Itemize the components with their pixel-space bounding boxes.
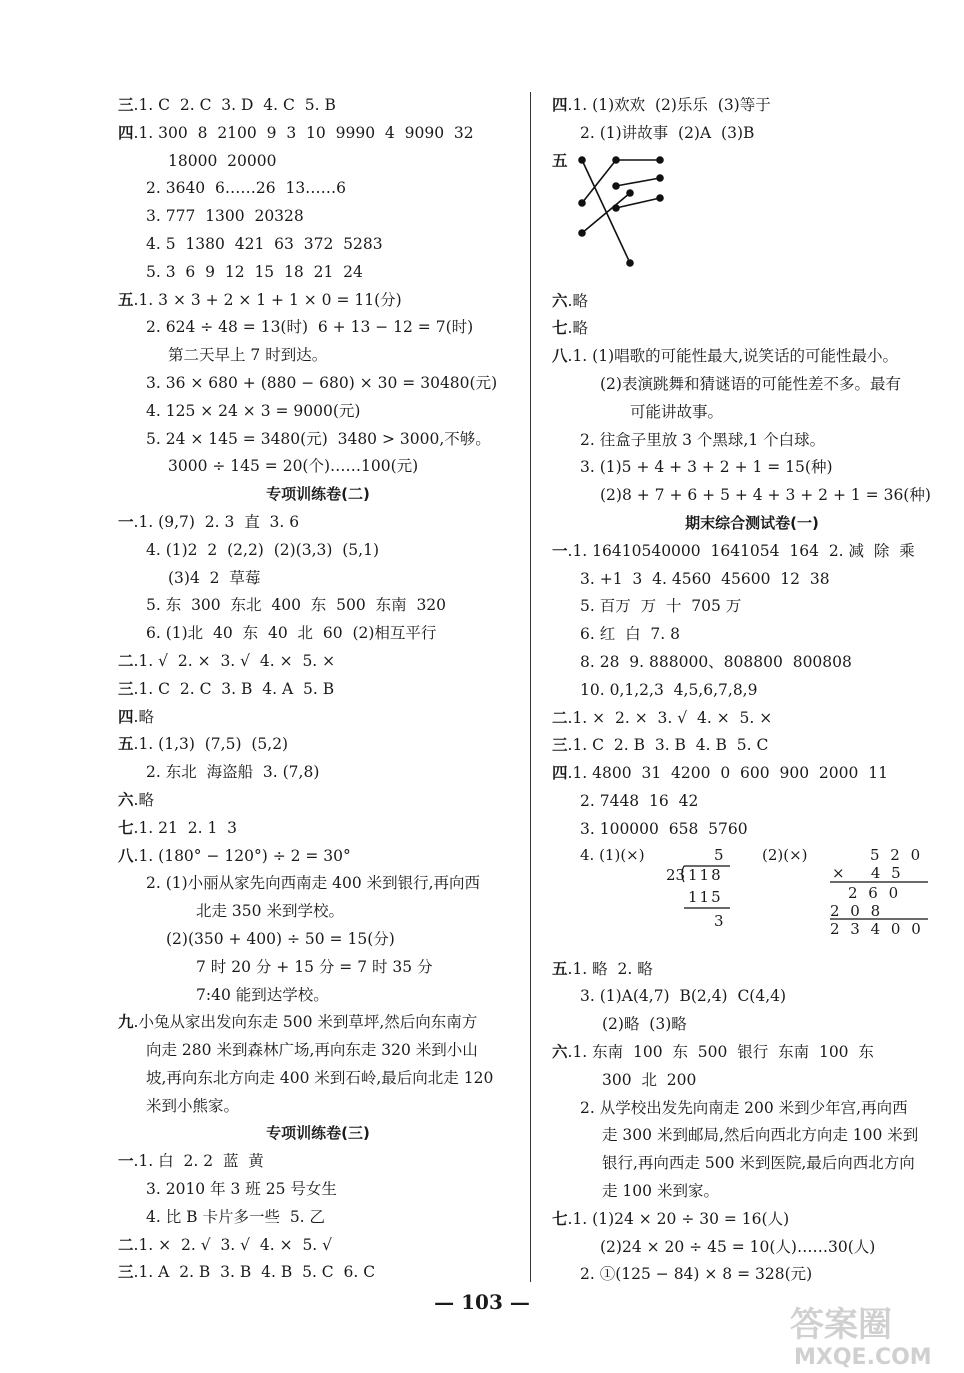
answer-text: 3. (1)5 + 4 + 3 + 2 + 1 = 15(种) bbox=[580, 458, 833, 477]
answer-line bbox=[118, 870, 518, 898]
section-number: 二 bbox=[118, 651, 134, 670]
answer-text: .1. (1)唱歌的可能性最大,说笑话的可能性最小。 bbox=[567, 347, 899, 366]
answer-line bbox=[118, 537, 518, 565]
answer-text: .1. 4800 31 4200 0 600 900 2000 11 bbox=[567, 764, 888, 783]
answer-line bbox=[552, 732, 952, 760]
answer-line bbox=[118, 982, 518, 1010]
section-number: 四 bbox=[552, 764, 568, 783]
answer-text: (2)24 × 20 ÷ 45 = 10(人)……30(人) bbox=[600, 1237, 876, 1256]
answer-text: 5. 3 6 9 12 15 18 21 24 bbox=[146, 262, 363, 281]
answer-text: .1. × 2. √ 3. √ 4. × 5. √ bbox=[133, 1235, 333, 1254]
answer-line bbox=[552, 371, 952, 399]
answer-text: 2. 3640 6……26 13……6 bbox=[146, 179, 347, 198]
answer-line bbox=[552, 593, 952, 621]
matching-answer bbox=[552, 148, 952, 288]
answer-line bbox=[118, 592, 518, 620]
answer-text: 第二天早上 7 时到达。 bbox=[168, 346, 328, 365]
multiplication-rules bbox=[828, 844, 938, 934]
answer-text: .1. 略 2. 略 bbox=[567, 959, 653, 978]
answer-line bbox=[552, 1067, 952, 1095]
answer-text: 4. 125 × 24 × 3 = 9000(元) bbox=[146, 401, 361, 420]
answer-line bbox=[118, 1148, 518, 1176]
answer-text: 走 300 米到邮局,然后向西北方向走 100 米到 bbox=[602, 1126, 919, 1145]
answer-line bbox=[552, 983, 952, 1011]
answer-line bbox=[552, 399, 952, 427]
section-number: 六 bbox=[552, 1042, 568, 1061]
answer-text: 3000 ÷ 145 = 20(个)……100(元) bbox=[168, 457, 419, 476]
multiplication-partial-1: 2 6 0 bbox=[848, 883, 902, 902]
answer-text: 2. 往盒子里放 3 个黑球,1 个白球。 bbox=[580, 430, 826, 449]
answer-line bbox=[552, 482, 952, 510]
section-number: 一 bbox=[118, 512, 134, 531]
answer-text: .1. (180° − 120°) ÷ 2 = 30° bbox=[133, 846, 351, 865]
answer-line bbox=[118, 954, 518, 982]
multiplication-partial-2: 2 0 8 bbox=[830, 901, 884, 920]
multiplication-top: 5 2 0 bbox=[870, 845, 924, 864]
section-number: 三 bbox=[552, 736, 568, 755]
answer-line bbox=[118, 231, 518, 259]
division-divisor: 23 bbox=[666, 865, 686, 884]
answer-line bbox=[552, 1150, 952, 1178]
answer-line bbox=[118, 565, 518, 593]
answer-text: 2. (1)讲故事 (2)A (3)B bbox=[580, 123, 755, 142]
answer-text: .1. (1)欢欢 (2)乐乐 (3)等于 bbox=[567, 96, 771, 114]
answer-text: 4. (1)2 2 (2,2) (2)(3,3) (5,1) bbox=[146, 540, 379, 559]
answer-line bbox=[118, 370, 518, 398]
answer-text: .1. √ 2. × 3. √ 4. × 5. × bbox=[133, 651, 336, 670]
answer-text: .1. 300 8 2100 9 3 10 9990 4 9090 32 bbox=[133, 123, 474, 142]
section-number: 六 bbox=[118, 790, 134, 809]
watermark-logo bbox=[780, 1300, 960, 1370]
division-remainder: 3 bbox=[714, 911, 724, 930]
answer-text: 银行,再向西走 500 米到医院,最后向西北方向 bbox=[602, 1154, 915, 1173]
answer-text: 走 100 米到家。 bbox=[602, 1181, 719, 1200]
answer-text: (2)8 + 7 + 6 + 5 + 4 + 3 + 2 + 1 = 36(种) bbox=[600, 486, 931, 505]
answer-text: 2. 东北 海盗船 3. (7,8) bbox=[146, 763, 320, 782]
answer-line bbox=[118, 704, 518, 732]
answer-line bbox=[118, 1176, 518, 1204]
division-quotient: 5 bbox=[714, 845, 724, 864]
section-number: 一 bbox=[552, 541, 568, 560]
answer-line bbox=[118, 314, 518, 342]
answer-line bbox=[552, 956, 952, 984]
answer-line bbox=[552, 427, 952, 455]
answer-line bbox=[118, 426, 518, 454]
answer-text: 可能讲故事。 bbox=[630, 402, 724, 421]
answer-text: .1. 3 × 3 + 2 × 1 + 1 × 0 = 11(分) bbox=[133, 290, 402, 309]
answer-line bbox=[118, 120, 518, 148]
answer-line bbox=[118, 1204, 518, 1232]
answer-line bbox=[118, 1259, 518, 1287]
answer-text: 3. +1 3 4. 4560 45600 12 38 bbox=[580, 569, 830, 588]
answer-text: 向走 280 米到森林广场,再向东走 320 米到小山 bbox=[146, 1041, 478, 1060]
answer-text: .1. 16410540000 1641054 164 2. 减 除 乘 bbox=[567, 541, 915, 560]
answer-text: .略 bbox=[567, 319, 588, 338]
section-number: 七 bbox=[552, 319, 568, 338]
section-number: 三 bbox=[118, 1263, 134, 1282]
answer-line bbox=[552, 788, 952, 816]
answer-line bbox=[118, 759, 518, 787]
answer-line bbox=[552, 649, 952, 677]
right-column bbox=[552, 92, 952, 1289]
answer-text: 北走 350 米到学校。 bbox=[196, 902, 344, 921]
column-divider bbox=[530, 92, 531, 1282]
answer-text: .1. 21 2. 1 3 bbox=[133, 818, 238, 837]
answer-line bbox=[118, 175, 518, 203]
answer-text: (3)4 2 草莓 bbox=[168, 568, 261, 587]
section-label: 五 bbox=[552, 151, 568, 170]
answer-line bbox=[552, 677, 952, 705]
answer-line bbox=[118, 1009, 518, 1037]
answer-line bbox=[552, 454, 952, 482]
multiplication-result: 2 3 4 0 0 bbox=[830, 919, 924, 938]
section-number: 五 bbox=[118, 735, 134, 754]
answer-line bbox=[118, 926, 518, 954]
section-number: 二 bbox=[552, 708, 568, 727]
answer-text: .略 bbox=[133, 790, 154, 809]
left-column bbox=[118, 92, 518, 1287]
answer-line bbox=[118, 1065, 518, 1093]
answer-line bbox=[118, 620, 518, 648]
answer-text: 米到小熊家。 bbox=[146, 1096, 240, 1115]
answer-text: 10. 0,1,2,3 4,5,6,7,8,9 bbox=[580, 680, 758, 699]
answer-line bbox=[118, 398, 518, 426]
multiplication-multiplier: × 4 5 bbox=[832, 863, 904, 882]
answer-line bbox=[552, 566, 952, 594]
answer-line bbox=[552, 621, 952, 649]
answer-text: .1. (1,3) (7,5) (5,2) bbox=[133, 735, 289, 754]
answer-line bbox=[118, 1093, 518, 1121]
answer-text: .小兔从家出发向东走 500 米到草坪,然后向东南方 bbox=[133, 1013, 478, 1032]
answer-text: 4. 比 B 卡片多一些 5. 乙 bbox=[146, 1207, 326, 1226]
answer-line bbox=[118, 676, 518, 704]
answer-text: 2. (1)小丽从家先向西南走 400 米到银行,再向西 bbox=[146, 874, 481, 893]
answer-line bbox=[552, 92, 952, 120]
section-number: 三 bbox=[118, 679, 134, 698]
section-number: 一 bbox=[118, 1152, 134, 1171]
answer-line bbox=[552, 288, 952, 316]
section-number: 八 bbox=[118, 846, 134, 865]
answer-text: .略 bbox=[567, 291, 588, 310]
answer-text: 5. 百万 万 十 705 万 bbox=[580, 597, 742, 616]
answer-line bbox=[118, 92, 518, 120]
answer-text: 8. 28 9. 888000、808800 800808 bbox=[580, 652, 852, 671]
answer-line bbox=[552, 1039, 952, 1067]
answer-line bbox=[118, 1037, 518, 1065]
section-number: 六 bbox=[552, 291, 568, 310]
answer-line bbox=[552, 343, 952, 371]
answer-text: 5. 24 × 145 = 3480(元) 3480 > 3000,不够。 bbox=[146, 429, 491, 448]
answer-line bbox=[552, 1011, 952, 1039]
answer-text: 坡,再向东北方向走 400 米到石岭,最后向北走 120 bbox=[146, 1068, 494, 1087]
page-number: — 103 — bbox=[434, 1290, 530, 1314]
answer-line bbox=[118, 731, 518, 759]
svg-text:答案圈: 答案圈 bbox=[790, 1305, 892, 1345]
section-number: 四 bbox=[552, 96, 568, 114]
answer-text: .1. 白 2. 2 蓝 黄 bbox=[133, 1152, 264, 1171]
answer-text: 300 北 200 bbox=[602, 1070, 697, 1089]
answer-text: .略 bbox=[133, 707, 154, 726]
answer-text: 7:40 能到达学校。 bbox=[196, 985, 329, 1004]
answer-line bbox=[118, 509, 518, 537]
answer-text: 3. 100000 658 5760 bbox=[580, 819, 748, 838]
section-number: 五 bbox=[118, 290, 134, 309]
answer-text: .1. × 2. × 3. √ 4. × 5. × bbox=[567, 708, 773, 727]
answer-line bbox=[552, 705, 952, 733]
answer-text: (2)(350 + 400) ÷ 50 = 15(分) bbox=[166, 929, 395, 948]
answer-text: 3. 777 1300 20328 bbox=[146, 207, 304, 226]
answer-line bbox=[118, 259, 518, 287]
section-number: 二 bbox=[118, 1235, 134, 1254]
answer-text: 3. 2010 年 3 班 25 号女生 bbox=[146, 1180, 337, 1199]
answer-text: .1. C 2. C 3. D 4. C 5. B bbox=[133, 96, 336, 114]
answer-text: (2)表演跳舞和猜谜语的可能性差不多。最有 bbox=[600, 374, 901, 393]
written-calculations bbox=[552, 844, 952, 956]
answer-text: .1. (9,7) 2. 3 直 3. 6 bbox=[133, 512, 300, 531]
answer-line bbox=[552, 1178, 952, 1206]
answer-line bbox=[552, 1261, 952, 1289]
answer-text: 3. (1)A(4,7) B(2,4) C(4,4) bbox=[580, 987, 787, 1006]
answer-line bbox=[552, 538, 952, 566]
answer-text: .1. C 2. C 3. B 4. A 5. B bbox=[133, 679, 335, 698]
answer-text: 3. 36 × 680 + (880 − 680) × 30 = 30480(元) bbox=[146, 373, 498, 392]
answer-text: .1. 东南 100 东 500 银行 东南 100 东 bbox=[567, 1042, 874, 1061]
answer-line bbox=[552, 315, 952, 343]
calc-label-1: 4. (1)(×) bbox=[580, 845, 645, 864]
answer-line bbox=[552, 1095, 952, 1123]
section-number: 四 bbox=[118, 707, 134, 726]
answer-text: .1. (1)24 × 20 ÷ 30 = 16(人) bbox=[567, 1209, 790, 1228]
section-number: 九 bbox=[118, 1013, 134, 1032]
answer-line bbox=[552, 760, 952, 788]
answer-line bbox=[118, 843, 518, 871]
answer-text: (2)略 (3)略 bbox=[602, 1015, 687, 1034]
answer-line bbox=[552, 120, 952, 148]
answer-text: 2. ①(125 − 84) × 8 = 328(元) bbox=[580, 1265, 813, 1284]
section-number: 七 bbox=[118, 818, 134, 837]
section-heading: 期末综合测试卷(一) bbox=[685, 513, 819, 532]
answer-text: 2. 从学校出发先向南走 200 米到少年宫,再向西 bbox=[580, 1098, 908, 1117]
answer-text: 4. 5 1380 421 63 372 5283 bbox=[146, 234, 383, 253]
answer-line bbox=[118, 453, 518, 481]
answer-text: 7 时 20 分 + 15 分 = 7 时 35 分 bbox=[196, 957, 433, 976]
answer-text: 6. (1)北 40 东 40 北 60 (2)相互平行 bbox=[146, 624, 437, 643]
answer-line bbox=[118, 648, 518, 676]
answer-line bbox=[552, 1206, 952, 1234]
answer-line bbox=[118, 898, 518, 926]
answer-line bbox=[118, 148, 518, 176]
answer-line bbox=[552, 1234, 952, 1262]
answer-text: 2. 7448 16 42 bbox=[580, 791, 699, 810]
section-number: 七 bbox=[552, 1209, 568, 1228]
section-number: 五 bbox=[552, 959, 568, 978]
answer-line bbox=[118, 815, 518, 843]
answer-line bbox=[552, 1122, 952, 1150]
answer-text: 2. 624 ÷ 48 = 13(时) 6 + 13 − 12 = 7(时) bbox=[146, 318, 474, 337]
answer-line bbox=[552, 816, 952, 844]
answer-line bbox=[118, 203, 518, 231]
section-heading: 专项训练卷(三) bbox=[266, 1124, 370, 1143]
calc-label-2: (2)(×) bbox=[762, 845, 808, 864]
section-number: 三 bbox=[118, 96, 134, 114]
division-dividend: 118 bbox=[688, 865, 723, 884]
answer-text: .1. C 2. B 3. B 4. B 5. C bbox=[567, 736, 769, 755]
answer-text: 5. 东 300 东北 400 东 500 东南 320 bbox=[146, 596, 447, 615]
division-bracket bbox=[680, 862, 760, 952]
section-number: 四 bbox=[118, 123, 134, 142]
division-product: 115 bbox=[688, 887, 723, 906]
matching-lines-figure bbox=[570, 148, 710, 288]
section-heading: 专项训练卷(二) bbox=[266, 485, 370, 504]
answer-text: 6. 红 白 7. 8 bbox=[580, 625, 681, 644]
answer-line bbox=[118, 287, 518, 315]
answer-text: .1. A 2. B 3. B 4. B 5. C 6. C bbox=[133, 1263, 376, 1282]
answer-text: 18000 20000 bbox=[168, 151, 277, 170]
answer-line bbox=[118, 342, 518, 370]
section-number: 八 bbox=[552, 347, 568, 366]
answer-line bbox=[118, 787, 518, 815]
svg-text:MXQE.COM: MXQE.COM bbox=[794, 1345, 932, 1370]
answer-line bbox=[118, 1232, 518, 1260]
